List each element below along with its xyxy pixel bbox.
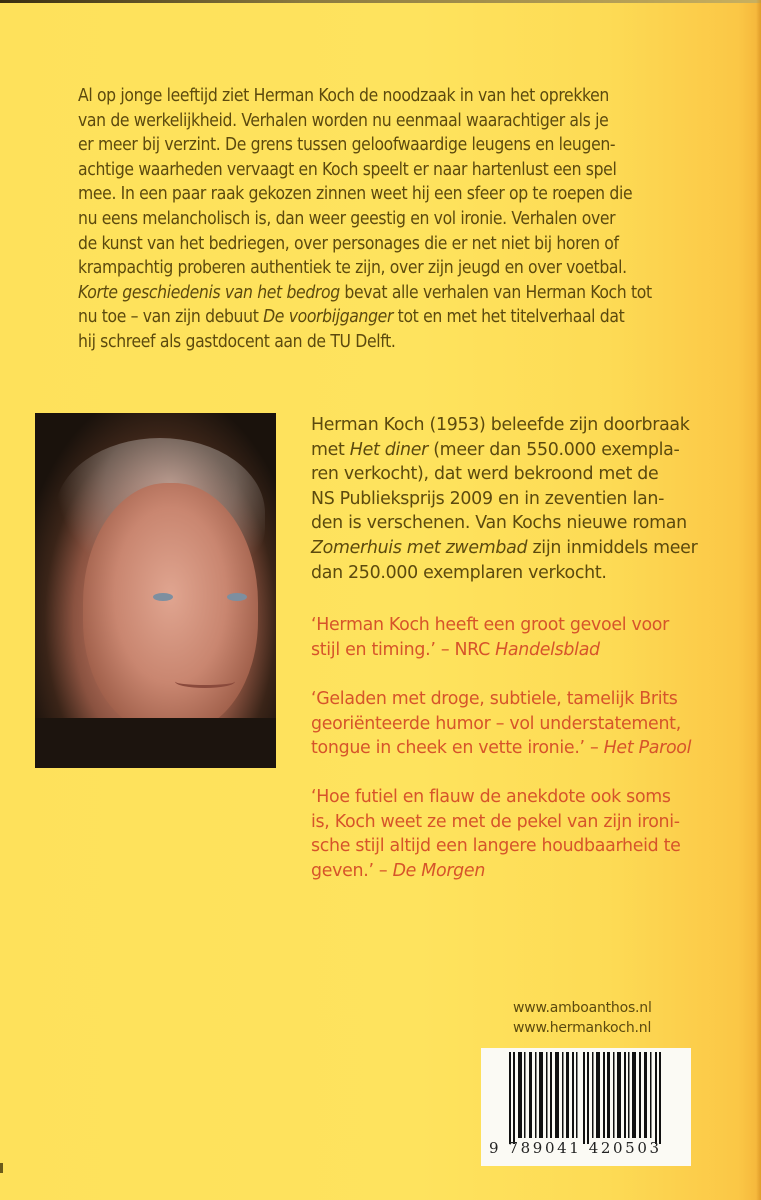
- quote-source: Het Parool: [603, 738, 692, 759]
- quote-line: ‘Geladen met droge, subtiele, tamelijk Brits: [311, 689, 678, 709]
- book-blurb: [78, 84, 718, 355]
- page-right-edge: [756, 0, 761, 1200]
- photo-face: [83, 483, 258, 733]
- publisher-urls: [513, 998, 703, 1038]
- press-quote-parool: [311, 687, 711, 761]
- quote-line: georiënteerde humor – vol understatement,: [311, 713, 681, 734]
- quote-line: sche stijl altijd een langere houdbaarheid te: [311, 836, 681, 857]
- blurb-line: er meer bij verzint. De grens tussen geloofwaardige leugens en leugen-: [78, 135, 616, 156]
- quote-line: [311, 638, 711, 663]
- quote-text: geven.’ –: [311, 860, 393, 881]
- blurb-text: bevat alle verhalen van Herman Koch tot: [339, 282, 652, 303]
- quote-line: ‘Hoe futiel en flauw de anekdote ook soms: [311, 787, 671, 807]
- book-title-italic: Korte geschiedenis van het bedrog: [78, 282, 340, 303]
- debut-title-italic: De voorbijganger: [263, 307, 394, 328]
- bio-line: Herman Koch (1953) beleefde zijn doorbraak: [311, 415, 690, 435]
- book-title-italic: Zomerhuis met zwembad: [311, 537, 528, 558]
- blurb-line: de kunst van het bedriegen, over personages die er net niet bij horen of: [78, 233, 619, 254]
- blurb-line: Al op jonge leeftijd ziet Herman Koch de noodzaak in van het oprekken: [78, 86, 609, 106]
- quote-line: [311, 859, 711, 884]
- bio-line: dan 250.000 exemplaren verkocht.: [311, 562, 607, 583]
- bio-text: (meer dan 550.000 exempla-: [427, 439, 680, 460]
- author-photo: [35, 413, 276, 768]
- blurb-line: hij schreef als gastdocent aan de TU Delft.: [78, 331, 396, 352]
- blurb-line: [78, 305, 718, 330]
- bio-line: den is verschenen. Van Kochs nieuwe roman: [311, 513, 687, 534]
- quote-line: ‘Herman Koch heeft een groot gevoel voor: [311, 615, 670, 635]
- quote-source: De Morgen: [392, 860, 486, 881]
- blurb-line: [78, 281, 718, 306]
- quote-line: [311, 736, 711, 761]
- blurb-line: van de werkelijkheid. Verhalen worden nu eenmaal waarachtiger als je: [78, 110, 609, 131]
- bio-text: met: [311, 439, 350, 460]
- author-bio: [311, 413, 701, 585]
- photo-eye: [227, 593, 247, 601]
- quote-source: Handelsblad: [495, 639, 600, 660]
- photo-eye: [153, 593, 173, 601]
- bio-text: zijn inmiddels meer: [527, 537, 698, 558]
- press-quote-nrc: [311, 613, 711, 662]
- blurb-line: nu eens melancholisch is, dan weer geestig en vol ironie. Verhalen over: [78, 208, 616, 229]
- quote-line: is, Koch weet ze met de pekel van zijn ironi-: [311, 811, 680, 832]
- photo-shirt: [35, 718, 276, 768]
- bio-line: NS Publieksprijs 2009 en in zeventien lan-: [311, 488, 665, 509]
- bio-line: [311, 438, 701, 463]
- barcode-bars-icon: [509, 1052, 664, 1144]
- isbn-digits: 9 789041 420503: [489, 1139, 662, 1157]
- blurb-line: krampachtig proberen authentiek te zijn, over zijn jeugd en over voetbal.: [78, 258, 627, 279]
- photo-mouth: [175, 675, 235, 688]
- bio-line: [311, 536, 701, 561]
- blurb-line: achtige waarheden vervaagt en Koch speelt er naar hartenlust een spel: [78, 159, 617, 180]
- blurb-line: mee. In een paar raak gekozen zinnen weet hij een sfeer op te roepen die: [78, 184, 633, 205]
- blurb-text: nu toe – van zijn debuut: [78, 307, 264, 328]
- press-quote-morgen: [311, 785, 711, 883]
- quote-text: stijl en timing.’ – NRC: [311, 639, 496, 660]
- bio-line: ren verkocht), dat werd bekroond met de: [311, 464, 659, 485]
- book-title-italic: Het diner: [349, 439, 428, 460]
- page-top-edge: [0, 0, 761, 3]
- isbn-barcode: [481, 1048, 691, 1166]
- url-author[interactable]: www.hermankoch.nl: [513, 1020, 652, 1036]
- blurb-text: tot en met het titelverhaal dat: [393, 307, 625, 328]
- url-publisher[interactable]: www.amboanthos.nl: [513, 1000, 652, 1016]
- quote-text: tongue in cheek en vette ironie.’ –: [311, 738, 604, 759]
- print-edge-mark: [0, 1163, 3, 1173]
